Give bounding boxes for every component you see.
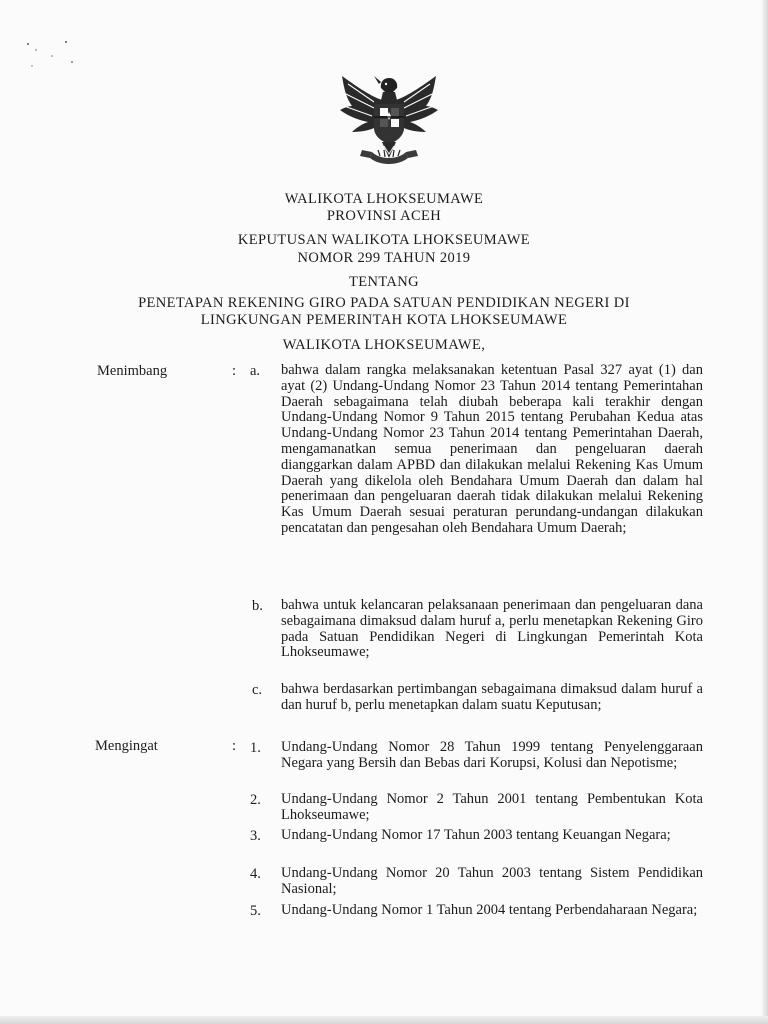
- page-edge-shadow: [762, 0, 768, 1024]
- header-province: PROVINSI ACEH: [326, 208, 442, 224]
- subject-line-1: PENETAPAN REKENING GIRO PADA SATUAN PENDIDIKAN NEGERI DI: [138, 295, 630, 311]
- menimbang-b-marker: b.: [252, 598, 263, 614]
- mengingat-1-marker: 1.: [250, 740, 261, 756]
- menimbang-b-text: bahwa untuk kelancaran pelaksanaan penerimaan dan pengeluaran dana sebagaimana dimaksud dalam huruf a, perlu menetapkan Rekening Giro pada Satuan Pendidikan Negeri di Lingkungan Pemerintah Kota Lhokseumawe;: [281, 597, 703, 661]
- menimbang-a-marker: a.: [250, 363, 261, 379]
- menimbang-c-marker: c.: [252, 682, 263, 698]
- mengingat-3-text: Undang-Undang Nomor 17 Tahun 2003 tentang Keuangan Negara;: [281, 827, 671, 843]
- decree-number: NOMOR 299 TAHUN 2019: [297, 250, 471, 266]
- issuer-line: WALIKOTA LHOKSEUMAWE,: [282, 337, 486, 353]
- menimbang-label: Menimbang: [97, 363, 168, 379]
- mengingat-label: Mengingat: [95, 738, 158, 754]
- mengingat-2-marker: 2.: [250, 792, 261, 808]
- mengingat-5-marker: 5.: [250, 903, 261, 919]
- page-bottom-band: [0, 1016, 768, 1024]
- mengingat-1-text: Undang-Undang Nomor 28 Tahun 1999 tentang Penyelenggaraan Negara yang Bersih dan Bebas dari Korupsi, Kolusi dan Nepotisme;: [281, 739, 703, 771]
- menimbang-c-text: bahwa berdasarkan pertimbangan sebagaimana dimaksud dalam huruf a dan huruf b, perlu menetapkan dalam suatu Keputusan;: [281, 681, 703, 713]
- mengingat-2-text: Undang-Undang Nomor 2 Tahun 2001 tentang Pembentukan Kota Lhokseumawe;: [281, 791, 703, 823]
- mengingat-4-marker: 4.: [250, 866, 261, 882]
- tentang-label: TENTANG: [348, 274, 420, 290]
- menimbang-a-text: bahwa dalam rangka melaksanakan ketentuan Pasal 327 ayat (1) dan ayat (2) Undang-Undang Nomor 23 Tahun 2014 tentang Pemerintahan Daerah sebagaimana telah diubah beberapa kali terakhir dengan Undang-Undang Nomor 9 Tahun 2015 tentang Perubahan Kedua atas Undang-Undang Nomor 23 Tahun 2014 tentang Pemerintahan Daerah, mengamanatkan semua penerimaan dan pengeluaran daerah dianggarkan dalam APBD dan dilakukan melalui Rekening Kas Umum Daerah yang dikelola oleh Bendahara Umum Daerah dan dalam hal penerimaan dan pengeluaran daerah tidak dilakukan melalui Rekening Kas Umum Daerah sesuai peraturan perundang-undangan dilakukan pencatatan dan pengesahan oleh Bendahara Umum Daerah;: [281, 362, 703, 536]
- mengingat-5-text: Undang-Undang Nomor 1 Tahun 2004 tentang Perbendaharaan Negara;: [281, 902, 698, 918]
- header-walikota: WALIKOTA LHOKSEUMAWE: [284, 191, 484, 207]
- garuda-emblem-icon: [334, 70, 444, 170]
- mengingat-4-text: Undang-Undang Nomor 20 Tahun 2003 tentang Sistem Pendidikan Nasional;: [281, 865, 703, 897]
- mengingat-colon: :: [232, 738, 237, 754]
- subject-line-2: LINGKUNGAN PEMERINTAH KOTA LHOKSEUMAWE: [200, 312, 568, 328]
- menimbang-colon: :: [232, 363, 237, 379]
- decree-title: KEPUTUSAN WALIKOTA LHOKSEUMAWE: [237, 232, 531, 248]
- scan-specks: [22, 34, 82, 74]
- mengingat-3-marker: 3.: [250, 828, 261, 844]
